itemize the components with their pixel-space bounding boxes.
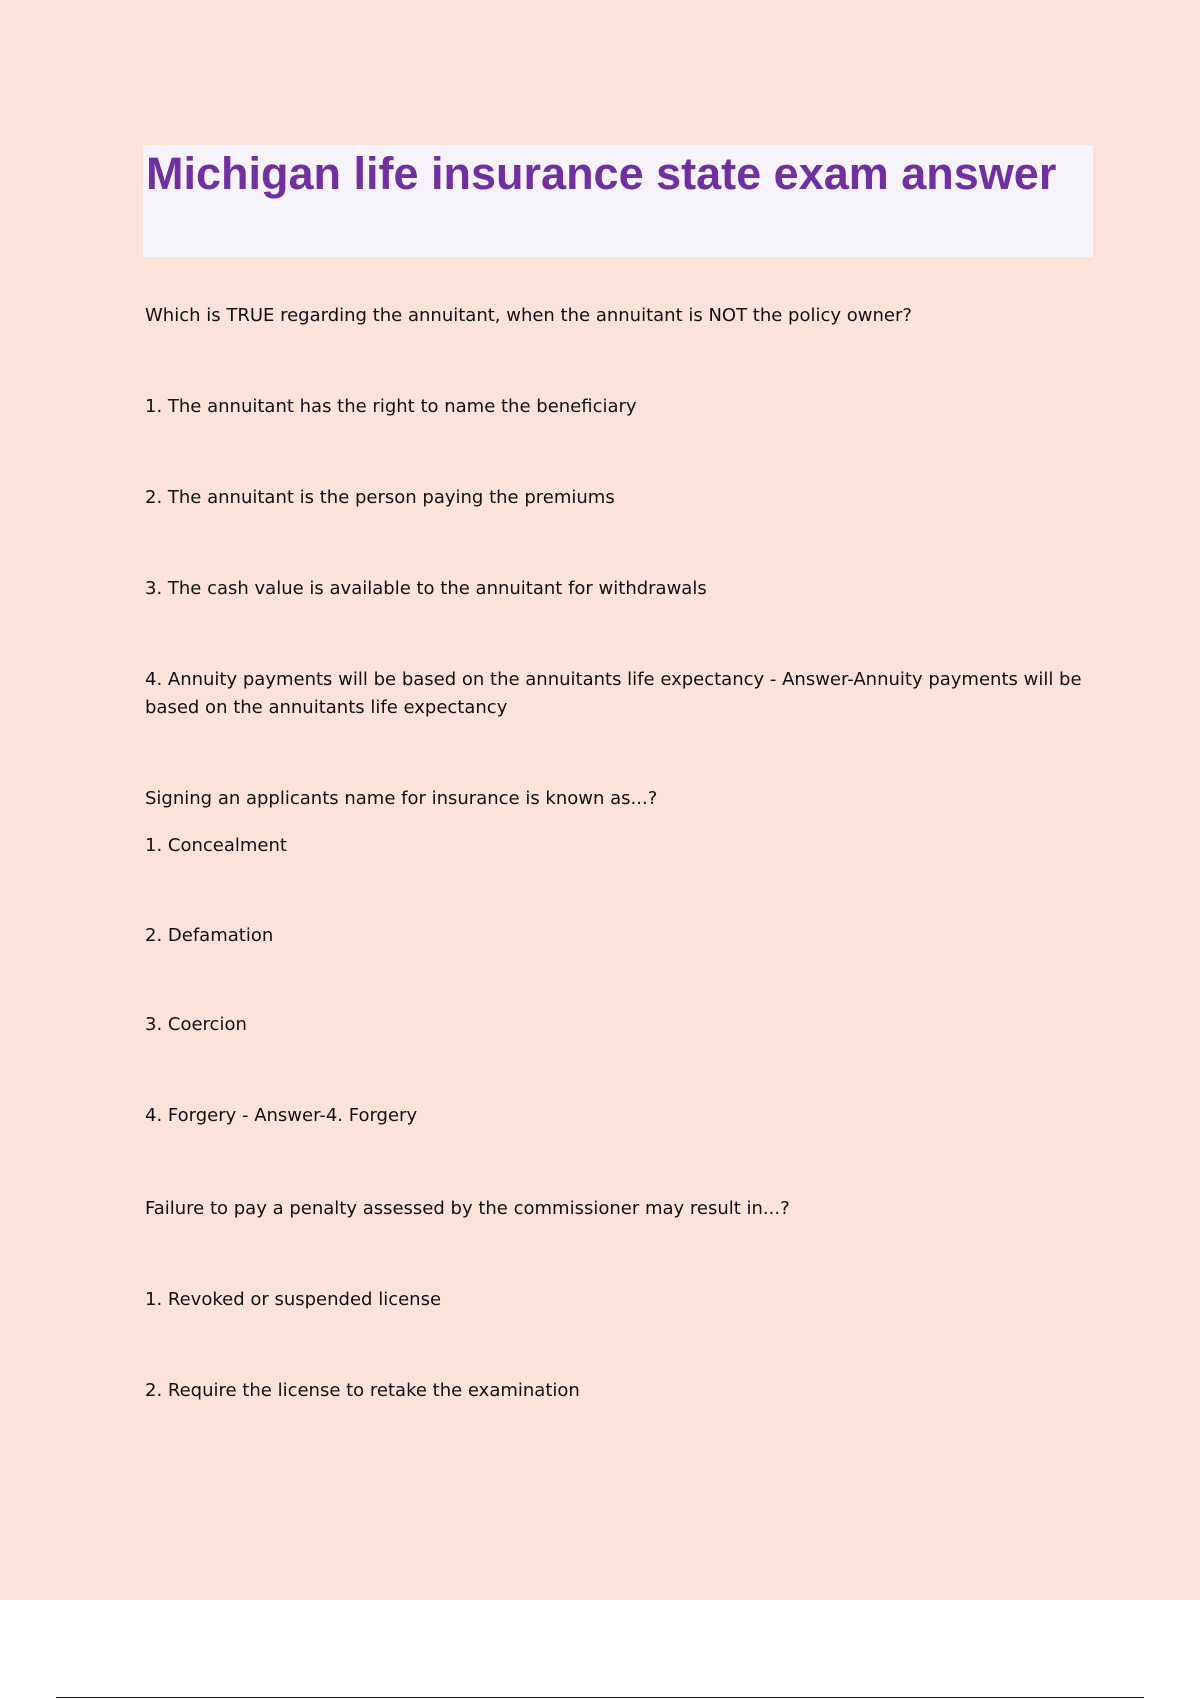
question-1-prompt: Which is TRUE regarding the annuitant, when the annuitant is NOT the policy owner? xyxy=(145,305,912,326)
question-3-option-1: 1. Revoked or suspended license xyxy=(145,1289,442,1310)
question-2-option-4: 4. Forgery - Answer-4. Forgery xyxy=(145,1105,418,1126)
question-1-option-1: 1. The annuitant has the right to name the beneficiary xyxy=(145,396,637,417)
question-3-option-2: 2. Require the license to retake the examination xyxy=(145,1380,580,1401)
question-3-prompt: Failure to pay a penalty assessed by the commissioner may result in...? xyxy=(145,1198,790,1219)
question-2-option-3: 3. Coercion xyxy=(145,1014,247,1035)
document-title: Michigan life insurance state exam answer xyxy=(146,148,1057,199)
page-bottom-rule xyxy=(56,1697,1144,1698)
question-2-option-2: 2. Defamation xyxy=(145,925,274,946)
question-2-option-1: 1. Concealment xyxy=(145,835,287,856)
question-1-option-3: 3. The cash value is available to the annuitant for withdrawals xyxy=(145,578,707,599)
question-1-option-2: 2. The annuitant is the person paying the premiums xyxy=(145,487,615,508)
question-2-prompt: Signing an applicants name for insurance is known as...? xyxy=(145,788,658,809)
question-1-option-4: 4. Annuity payments will be based on the annuitants life expectancy - Answer-Annuity payments will be based on the annuitants life expectancy xyxy=(145,669,1082,718)
